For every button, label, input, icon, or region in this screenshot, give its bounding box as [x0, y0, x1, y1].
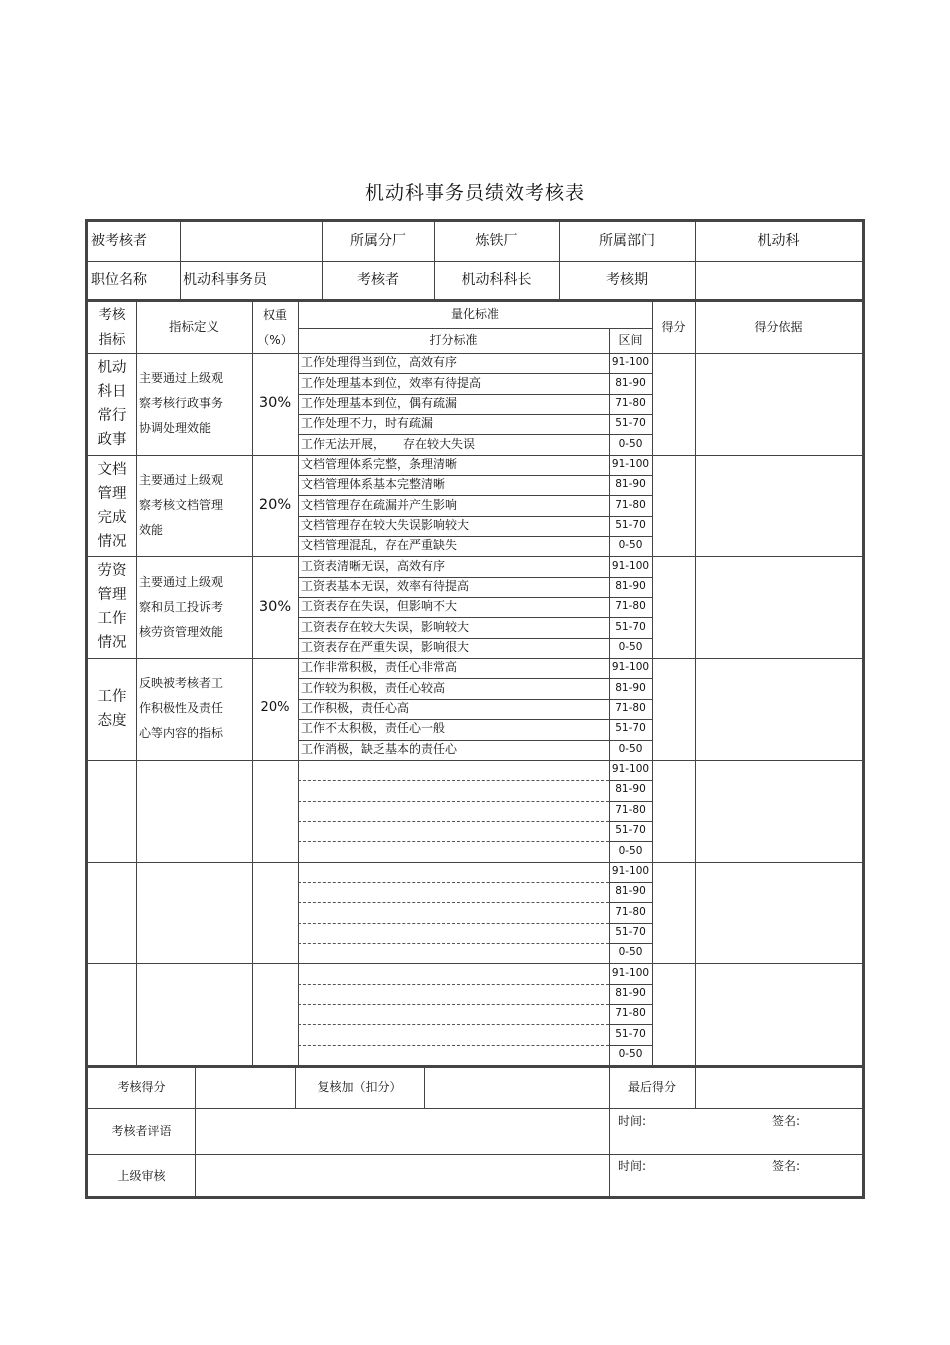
criterion-text: 工资表存在失误，但影响不大	[301, 599, 458, 614]
criterion-range: 91-100	[611, 763, 650, 776]
review-time-label: 时间:	[618, 1159, 647, 1173]
indicator-definition: 主要通过上级观 察和员工投诉考 核劳资管理效能	[139, 574, 224, 639]
criterion-text	[298, 1024, 609, 1044]
criterion-range: 91-100	[611, 559, 650, 572]
indicator-basis-cell[interactable]	[695, 353, 862, 455]
input-superior-review[interactable]	[195, 1155, 609, 1199]
criterion-text	[298, 760, 609, 780]
criterion-text: 文档管理存在较大失误影响较大	[301, 518, 470, 533]
criterion-text	[298, 902, 609, 922]
criterion-text	[298, 963, 609, 983]
indicator-score-cell[interactable]	[652, 963, 695, 1065]
label-review-adjust: 复核加（扣分）	[317, 1079, 402, 1094]
criterion-text: 工作处理基本到位，效率有待提高	[301, 375, 482, 390]
label-assessor: 考核者	[357, 271, 399, 288]
value-branch: 炼铁厂	[475, 233, 518, 250]
value-department: 机动科	[757, 233, 800, 250]
value-assessee[interactable]	[180, 222, 322, 261]
criterion-range: 71-80	[615, 397, 646, 410]
indicator-weight	[252, 760, 298, 862]
criterion-text: 工资表基本无误，效率有待提高	[301, 579, 470, 594]
col-scoring: 打分标准	[429, 332, 478, 347]
label-position: 职位名称	[91, 271, 147, 288]
indicator-definition: 反映被考核者工 作积极性及责任 心等内容的指标	[139, 676, 224, 741]
criterion-text	[298, 882, 609, 902]
criterion-text: 工作处理得当到位，高效有序	[301, 355, 458, 370]
col-quant: 量化标准	[450, 307, 499, 322]
indicator-score-cell[interactable]	[652, 862, 695, 964]
criterion-text	[298, 1045, 609, 1065]
criterion-range: 71-80	[615, 803, 646, 816]
input-final-score[interactable]	[695, 1067, 862, 1108]
indicator-definition: 主要通过上级观 察考核行政事务 协调处理效能	[139, 371, 224, 436]
label-assessor-comment: 考核者评语	[111, 1123, 172, 1138]
criterion-range: 71-80	[615, 905, 646, 918]
indicator-name	[88, 862, 136, 964]
criterion-range: 51-70	[615, 519, 646, 532]
criterion-text	[298, 923, 609, 943]
criterion-range: 91-100	[611, 661, 650, 674]
criterion-text: 工作较为积极，责任心较高	[301, 680, 446, 695]
label-period: 考核期	[606, 271, 648, 288]
criterion-text	[298, 801, 609, 821]
indicator-basis-cell[interactable]	[695, 556, 862, 658]
indicator-score-cell[interactable]	[652, 455, 695, 557]
indicator-weight: 20%	[258, 497, 292, 514]
comment-sign-label: 签名:	[772, 1114, 801, 1128]
criterion-text	[298, 943, 609, 963]
criterion-range: 81-90	[615, 478, 646, 491]
criterion-text	[298, 841, 609, 861]
comment-time-label: 时间:	[618, 1114, 647, 1128]
criterion-text	[298, 984, 609, 1004]
indicator-name: 文档 管理 完成 情况	[97, 461, 127, 550]
criterion-range: 81-90	[615, 681, 646, 694]
criterion-text: 文档管理体系完整，条理清晰	[301, 457, 458, 472]
indicator-definition	[136, 760, 252, 862]
indicator-name: 劳资 管理 工作 情况	[97, 563, 127, 652]
criterion-range: 0-50	[618, 437, 643, 450]
criterion-range: 0-50	[618, 946, 643, 959]
criterion-text: 工作处理基本到位，偶有疏漏	[301, 396, 458, 411]
col-range: 区间	[618, 332, 643, 347]
criterion-text: 工作不太积极，责任心一般	[301, 721, 446, 736]
criterion-range: 0-50	[618, 539, 643, 552]
col-indicator: 考核 指标	[98, 306, 126, 348]
criterion-range: 81-90	[615, 376, 646, 389]
criterion-text: 工资表清晰无误，高效有序	[301, 558, 446, 573]
criterion-range: 91-100	[611, 458, 650, 471]
col-basis: 得分依据	[754, 319, 803, 334]
label-branch: 所属分厂	[350, 233, 406, 250]
indicator-name: 机动 科日 常行 政事	[97, 359, 127, 448]
indicator-weight: 20%	[260, 700, 290, 716]
criterion-text: 文档管理存在疏漏并产生影响	[301, 497, 458, 512]
indicator-score-cell[interactable]	[652, 556, 695, 658]
criterion-text: 工作非常积极，责任心非常高	[301, 660, 458, 675]
criterion-text: 工资表存在较大失误，影响较大	[301, 619, 470, 634]
criterion-range: 0-50	[618, 641, 643, 654]
criterion-text: 工作积极，责任心高	[301, 701, 410, 716]
input-assessor-comment[interactable]	[195, 1109, 609, 1154]
indicator-weight: 30%	[258, 395, 292, 412]
criterion-text: 文档管理体系基本完整清晰	[301, 477, 446, 492]
page-title: 机动科事务员绩效考核表	[364, 182, 585, 204]
criterion-text: 文档管理混乱，存在严重缺失	[301, 538, 458, 553]
col-weight: 权重 （%）	[257, 307, 293, 347]
criterion-range: 51-70	[615, 1027, 646, 1040]
indicator-weight: 30%	[258, 598, 292, 615]
col-score: 得分	[661, 319, 686, 334]
indicator-basis-cell[interactable]	[695, 658, 862, 760]
criterion-text: 工作无法开展， 存在较大失误	[301, 436, 476, 451]
criterion-text: 工作处理不力，时有疏漏	[301, 416, 434, 431]
criterion-text	[298, 780, 609, 800]
criterion-text: 工作消极，缺乏基本的责任心	[301, 741, 458, 756]
criterion-range: 81-90	[615, 783, 646, 796]
assessment-form	[85, 219, 865, 1199]
criterion-text	[298, 862, 609, 882]
input-review-adjust[interactable]	[424, 1067, 609, 1108]
indicator-basis-cell[interactable]	[695, 862, 862, 964]
label-final-score: 最后得分	[627, 1079, 676, 1094]
indicator-name	[88, 963, 136, 1065]
label-assessee: 被考核者	[91, 233, 147, 250]
criterion-range: 51-70	[615, 722, 646, 735]
criterion-range: 51-70	[615, 620, 646, 633]
criterion-range: 71-80	[615, 1007, 646, 1020]
criterion-range: 91-100	[611, 356, 650, 369]
label-assessment-score: 考核得分	[117, 1079, 166, 1094]
indicator-score-cell[interactable]	[652, 353, 695, 455]
indicator-name: 工作 态度	[97, 688, 127, 729]
indicator-score-cell[interactable]	[652, 658, 695, 760]
criterion-range: 0-50	[618, 844, 643, 857]
criterion-range: 51-70	[615, 417, 646, 430]
indicator-weight	[252, 862, 298, 964]
indicator-weight	[252, 963, 298, 1065]
criterion-text: 工资表存在严重失误，影响很大	[301, 640, 470, 655]
indicator-name	[88, 760, 136, 862]
indicator-basis-cell[interactable]	[695, 760, 862, 862]
criterion-range: 81-90	[615, 986, 646, 999]
criterion-range: 91-100	[611, 864, 650, 877]
indicator-definition	[136, 963, 252, 1065]
value-position: 机动科事务员	[183, 271, 267, 288]
label-department: 所属部门	[599, 233, 655, 250]
criterion-range: 0-50	[618, 1047, 643, 1060]
indicator-basis-cell[interactable]	[695, 963, 862, 1065]
col-definition: 指标定义	[168, 319, 219, 335]
label-superior-review: 上级审核	[117, 1169, 166, 1184]
criterion-text	[298, 1004, 609, 1024]
criterion-range: 81-90	[615, 885, 646, 898]
input-assessment-score[interactable]	[195, 1067, 295, 1108]
criterion-text	[298, 821, 609, 841]
indicator-definition: 主要通过上级观 察考核文档管理 效能	[139, 473, 224, 538]
criterion-range: 51-70	[615, 925, 646, 938]
criterion-range: 0-50	[618, 742, 643, 755]
value-period[interactable]	[695, 261, 862, 299]
criterion-range: 71-80	[615, 498, 646, 511]
criterion-range: 91-100	[611, 966, 650, 979]
indicator-definition	[136, 862, 252, 964]
criterion-range: 71-80	[615, 600, 646, 613]
criterion-range: 71-80	[615, 702, 646, 715]
review-sign-label: 签名:	[772, 1159, 801, 1173]
criterion-range: 51-70	[615, 824, 646, 837]
criterion-range: 81-90	[615, 580, 646, 593]
value-assessor: 机动科科长	[461, 271, 532, 288]
indicator-score-cell[interactable]	[652, 760, 695, 862]
indicator-basis-cell[interactable]	[695, 455, 862, 557]
